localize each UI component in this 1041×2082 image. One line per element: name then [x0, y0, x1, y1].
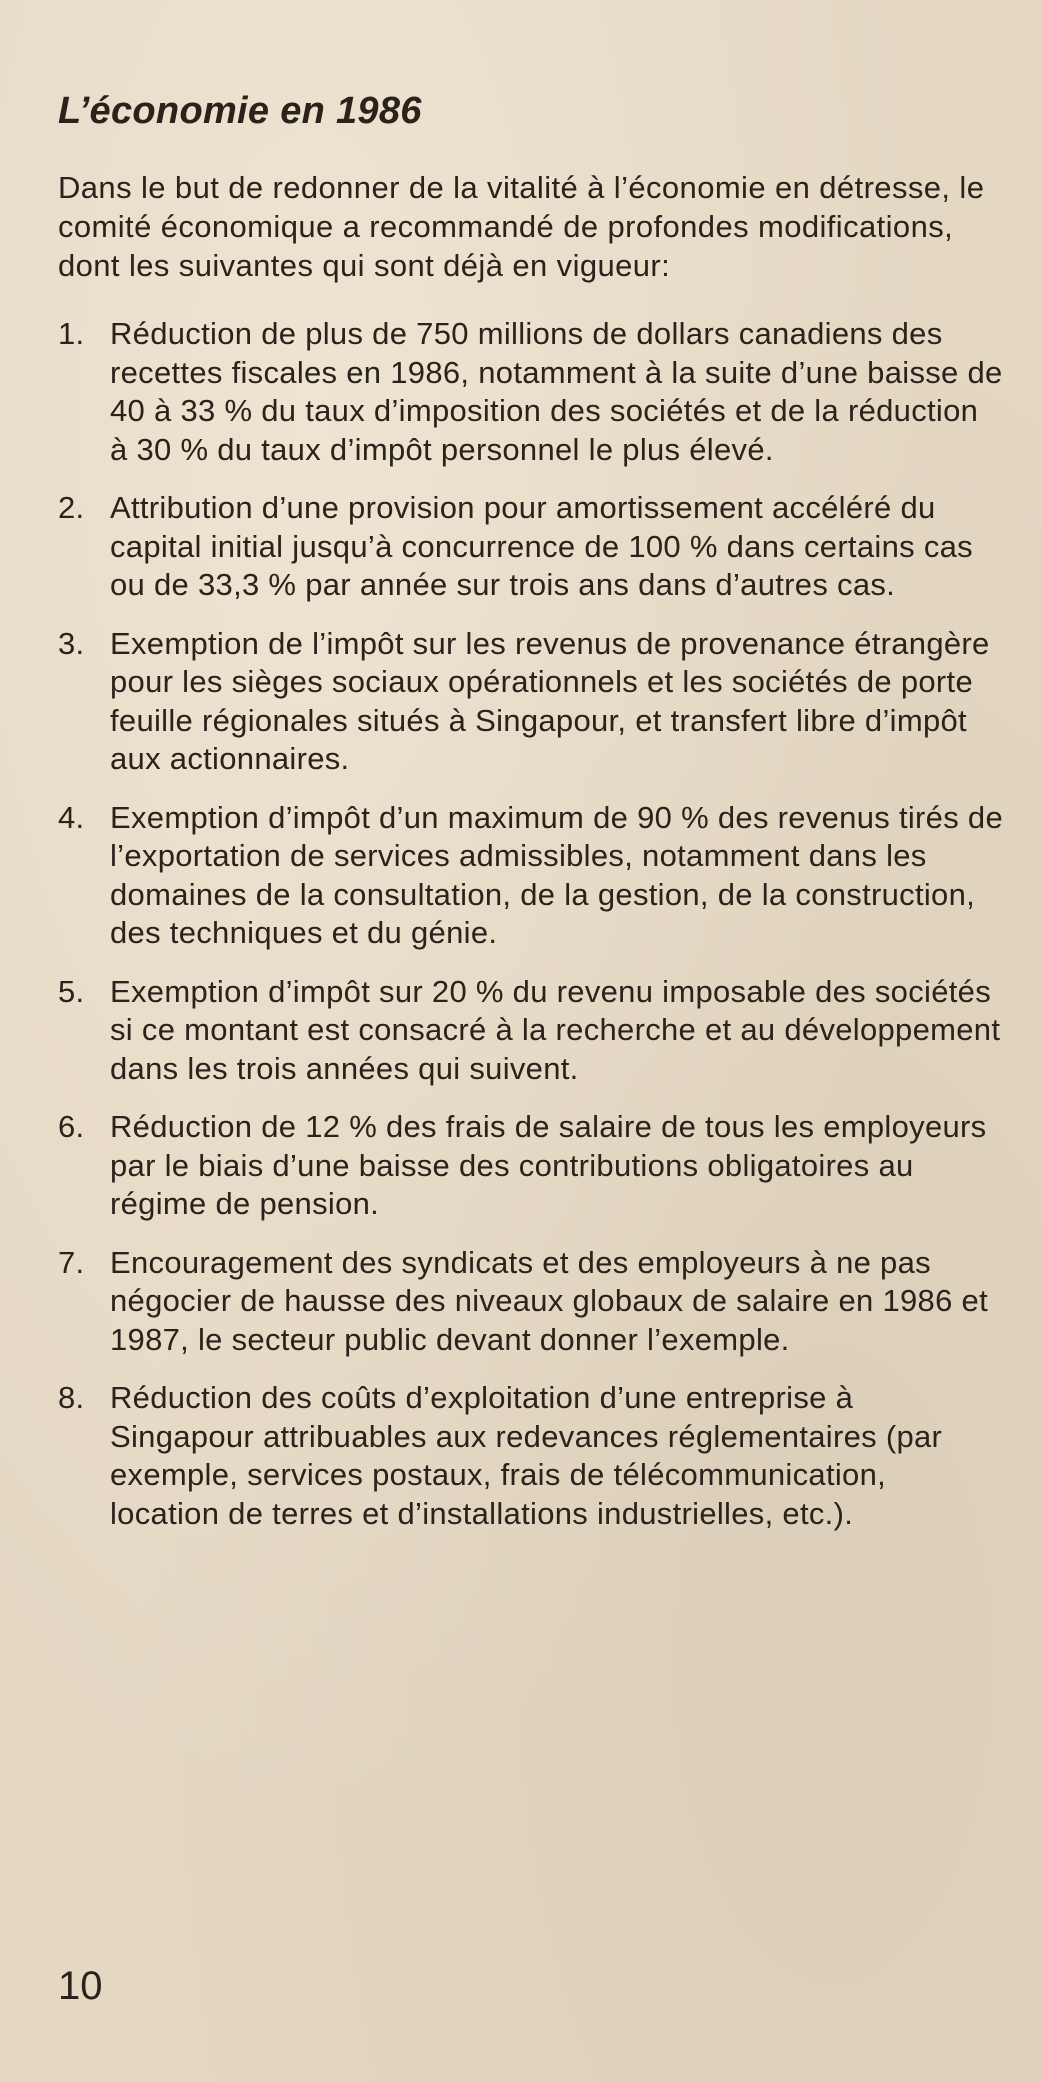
list-item [58, 315, 1003, 469]
list-item [58, 489, 1003, 605]
item-number: 1. [58, 316, 85, 351]
list-item [58, 1108, 1003, 1224]
item-number: 7. [58, 1244, 85, 1280]
page-number: 10 [58, 1964, 103, 2008]
item-number: 5. [58, 973, 85, 1009]
item-number: 8. [58, 1380, 85, 1415]
list-item [58, 625, 1003, 779]
list-item [58, 799, 1003, 953]
list-item [58, 1244, 1003, 1360]
item-text: Réduction de 12 % des frais de salaire de tous les employeurs par le biais d’une baisse des contributions obligatoires au régime de pension. [110, 1109, 987, 1221]
item-text: Réduction des coûts d’exploitation d’une entreprise à Singapour attribuables aux redevances réglementaires (par exemple, services postaux, frais de télécommunication, location de terres et d’installations industrielles, etc.). [110, 1380, 943, 1531]
item-text: Exemption d’impôt d’un maximum de 90 % des revenus tirés de l’exportation de services admissibles, notamment dans les domaines de la consultation, de la gestion, de la construction, des techniques et du génie. [110, 799, 1004, 950]
list-item [58, 1379, 1003, 1533]
item-number: 4. [58, 799, 85, 835]
intro-paragraph: Dans le but de redonner de la vitalité à l’économie en détresse, le comité économique a recommandé de profondes modifications, dont les suivantes qui sont déjà en vigueur: [58, 170, 985, 283]
item-text: Encouragement des syndicats et des employeurs à ne pas négocier de hausse des niveaux globaux de salaire en 1986 et 1987, le secteur public devant donner l’exemple. [110, 1244, 989, 1357]
item-text: Réduction de plus de 750 millions de dollars canadiens des recettes fiscales en 1986, notamment à la suite d’une baisse de 40 à 33 % du taux d’imposition des sociétés et de la réduction à 30 % du taux d’impôt personnel le plus élevé. [110, 316, 1003, 467]
list-item [58, 973, 1003, 1089]
item-text: Exemption d’impôt sur 20 % du revenu imposable des sociétés si ce montant est consacré à la recherche et au développement dans les trois années qui suivent. [110, 973, 1001, 1086]
item-text: Attribution d’une provision pour amortissement accéléré du capital initial jusqu’à concurrence de 100 % dans certains cas ou de 33,3 % par année sur trois ans dans d’autres cas. [110, 490, 973, 602]
item-number: 2. [58, 490, 85, 525]
section-heading: L’économie en 1986 [58, 90, 422, 132]
item-number: 6. [58, 1109, 85, 1144]
measures-list [58, 315, 1003, 1533]
item-text: Exemption de l’impôt sur les revenus de provenance étrangère pour les sièges sociaux opérationnels et les sociétés de porte feuille régionales situés à Singapour, et transfert libre d’impôt aux actionnaires. [110, 625, 990, 776]
item-number: 3. [58, 625, 85, 661]
